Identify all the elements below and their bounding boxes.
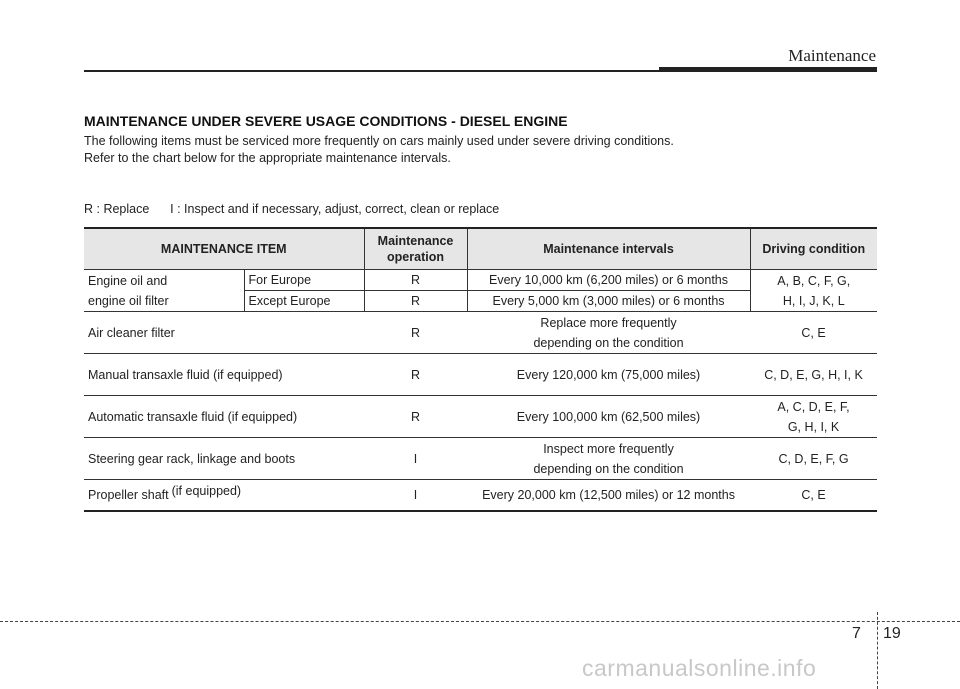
header-rule-accent [659,67,877,72]
operation-cell: R [364,270,467,291]
page-divider [877,612,878,689]
condition-cell: C, E [750,480,877,512]
operation-cell: R [364,396,467,438]
condition-cell: A, B, C, F, G, H, I, J, K, L [750,270,877,312]
header-maintenance-item: MAINTENANCE ITEM [84,228,364,270]
table-row [84,270,877,291]
intro-line-1: The following items must be serviced more frequently on cars mainly used under severe driving conditions. [84,134,674,148]
item-engine-oil: Engine oil and engine oil filter [84,270,244,312]
condition-cell: A, C, D, E, F, G, H, I, K [750,396,877,438]
watermark: carmanualsonline.info [582,655,817,681]
interval-cell: Every 20,000 km (12,500 miles) or 12 months [467,480,750,512]
intro-line-2: Refer to the chart below for the appropriate maintenance intervals. [84,151,451,165]
table-row [84,438,877,480]
header-rule [84,70,659,72]
condition-cell: C, E [750,312,877,354]
operation-cell: R [364,312,467,354]
interval-cell: Every 10,000 km (6,200 miles) or 6 months [467,270,750,291]
page-heading: MAINTENANCE UNDER SEVERE USAGE CONDITIONS - DIESEL ENGINE [84,113,568,129]
propeller-note: (if equipped) [171,484,242,498]
section-title: Maintenance [788,46,876,65]
chapter-number: 7 [852,625,861,642]
interval-cell: Every 5,000 km (3,000 miles) or 6 months [467,291,750,312]
interval-cell: Replace more frequently depending on the condition [467,312,750,354]
interval-cell: Every 100,000 km (62,500 miles) [467,396,750,438]
operation-cell: I [364,438,467,480]
maintenance-table [84,227,877,512]
operation-cell: I [364,480,467,512]
footer-rule [0,621,960,622]
condition-cell: C, D, E, G, H, I, K [750,354,877,396]
operation-cell: R [364,291,467,312]
sub-item-europe: For Europe [244,270,364,291]
item-manual-transaxle: Manual transaxle fluid (if equipped) [84,354,364,396]
table-row [84,354,877,396]
condition-cell: C, D, E, F, G [750,438,877,480]
table-row [84,480,877,512]
interval-cell: Inspect more frequently depending on the condition [467,438,750,480]
item-automatic-transaxle: Automatic transaxle fluid (if equipped) [84,396,364,438]
header-driving-condition: Driving condition [750,228,877,270]
item-steering: Steering gear rack, linkage and boots [84,438,364,480]
operation-cell: R [364,354,467,396]
intro-text [84,133,874,167]
item-propeller-shaft: Propeller shaft (if equipped) [84,480,364,512]
interval-cell: Every 120,000 km (75,000 miles) [467,354,750,396]
table-row [84,312,877,354]
header-maintenance-operation: Maintenance operation [364,228,467,270]
sub-item-except-europe: Except Europe [244,291,364,312]
header-maintenance-intervals: Maintenance intervals [467,228,750,270]
table-row [84,396,877,438]
page-number: 19 [883,625,901,642]
table-header-row [84,228,877,270]
item-air-cleaner: Air cleaner filter [84,312,364,354]
legend-text: R : Replace I : Inspect and if necessary, adjust, correct, clean or replace [84,202,500,216]
